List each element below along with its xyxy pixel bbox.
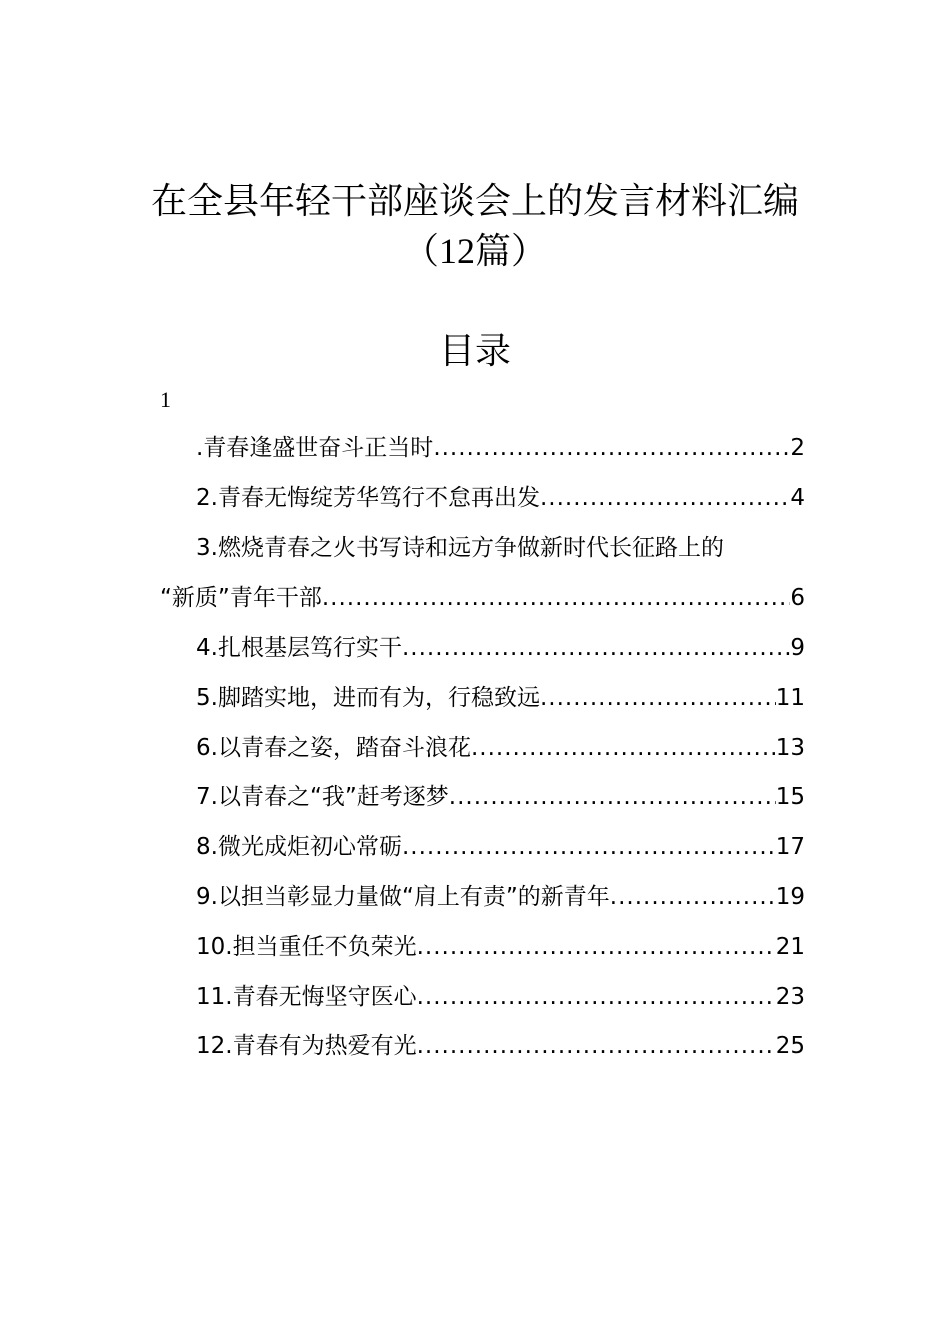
toc-entry-5[interactable]	[196, 680, 805, 716]
toc-entry-12[interactable]	[196, 1028, 805, 1064]
document-subtitle	[0, 229, 950, 274]
toc-leader-dots	[433, 430, 790, 466]
toc-entry-title: 4.扎根基层笃行实干	[196, 635, 402, 661]
toc-leader-dots	[417, 929, 776, 965]
toc-entry-4[interactable]	[196, 630, 805, 666]
toc-page-number: 9	[790, 635, 805, 661]
toc-entry-title: .青春逢盛世奋斗正当时	[196, 435, 434, 461]
toc-leader-dots	[402, 630, 790, 666]
document-title: 在全县年轻干部座谈会上的发言材料汇编	[150, 181, 799, 222]
subtitle-open-paren: （	[402, 231, 439, 272]
toc-page-number: 13	[775, 735, 805, 761]
toc-entry-6[interactable]	[196, 730, 805, 766]
toc-page-number: 2	[790, 435, 805, 461]
toc-leader-dots	[540, 480, 790, 516]
toc-entry-11[interactable]	[196, 979, 805, 1015]
toc-entry-title: 10.担当重任不负荣光	[196, 934, 417, 960]
toc-page-number: 25	[775, 1033, 805, 1059]
toc-entry-title: 11.青春无悔坚守医心	[196, 984, 417, 1010]
toc-page-number: 15	[775, 784, 805, 810]
toc-entry-2[interactable]	[196, 480, 805, 516]
toc-page-number: 17	[775, 834, 805, 860]
toc-leader-dots	[540, 680, 776, 716]
toc-leader-dots	[449, 779, 776, 815]
toc-entry-title: 8.微光成炬初心常砺	[196, 834, 402, 860]
toc-heading: 目录	[438, 331, 511, 372]
toc-entry-title: 5.脚踏实地，进而有为，行稳致远	[196, 685, 540, 711]
subtitle-count: 12	[439, 231, 475, 271]
toc-page-number: 21	[775, 934, 805, 960]
toc-entry-title: 2.青春无悔绽芳华笃行不怠再出发	[196, 485, 540, 511]
toc-entry-8[interactable]	[196, 829, 805, 865]
toc-page-number: 4	[790, 485, 805, 511]
toc-leader-dots	[471, 730, 776, 766]
stray-number: 1	[160, 387, 171, 412]
toc-entry-3-line1[interactable]: 3.燃烧青春之火书写诗和远方争做新时代长征路上的	[196, 535, 724, 561]
toc-entry-title: “新质”青年干部	[160, 585, 322, 611]
toc-entry-title: 7.以青春之“我”赶考逐梦	[196, 784, 449, 810]
toc-leader-dots	[417, 1028, 776, 1064]
toc-page-number: 23	[775, 984, 805, 1010]
toc-entry-title: 6.以青春之姿，踏奋斗浪花	[196, 735, 471, 761]
toc-entry-9[interactable]	[196, 879, 805, 915]
toc-entry-title: 9.以担当彰显力量做“肩上有责”的新青年	[196, 884, 610, 910]
toc-entry-10[interactable]	[196, 929, 805, 965]
toc-entry-3[interactable]	[160, 580, 805, 616]
toc-page-number: 6	[790, 585, 805, 611]
toc-page-number: 19	[775, 884, 805, 910]
toc-page-number: 11	[775, 685, 805, 711]
subtitle-text: 篇）	[475, 231, 548, 272]
toc-entry-title: 12.青春有为热爱有光	[196, 1033, 417, 1059]
toc-leader-dots	[610, 879, 776, 915]
toc-leader-dots	[322, 580, 791, 616]
toc-entry-1[interactable]	[196, 430, 805, 466]
toc-leader-dots	[402, 829, 776, 865]
toc-leader-dots	[417, 979, 776, 1015]
toc-entry-7[interactable]	[196, 779, 805, 815]
